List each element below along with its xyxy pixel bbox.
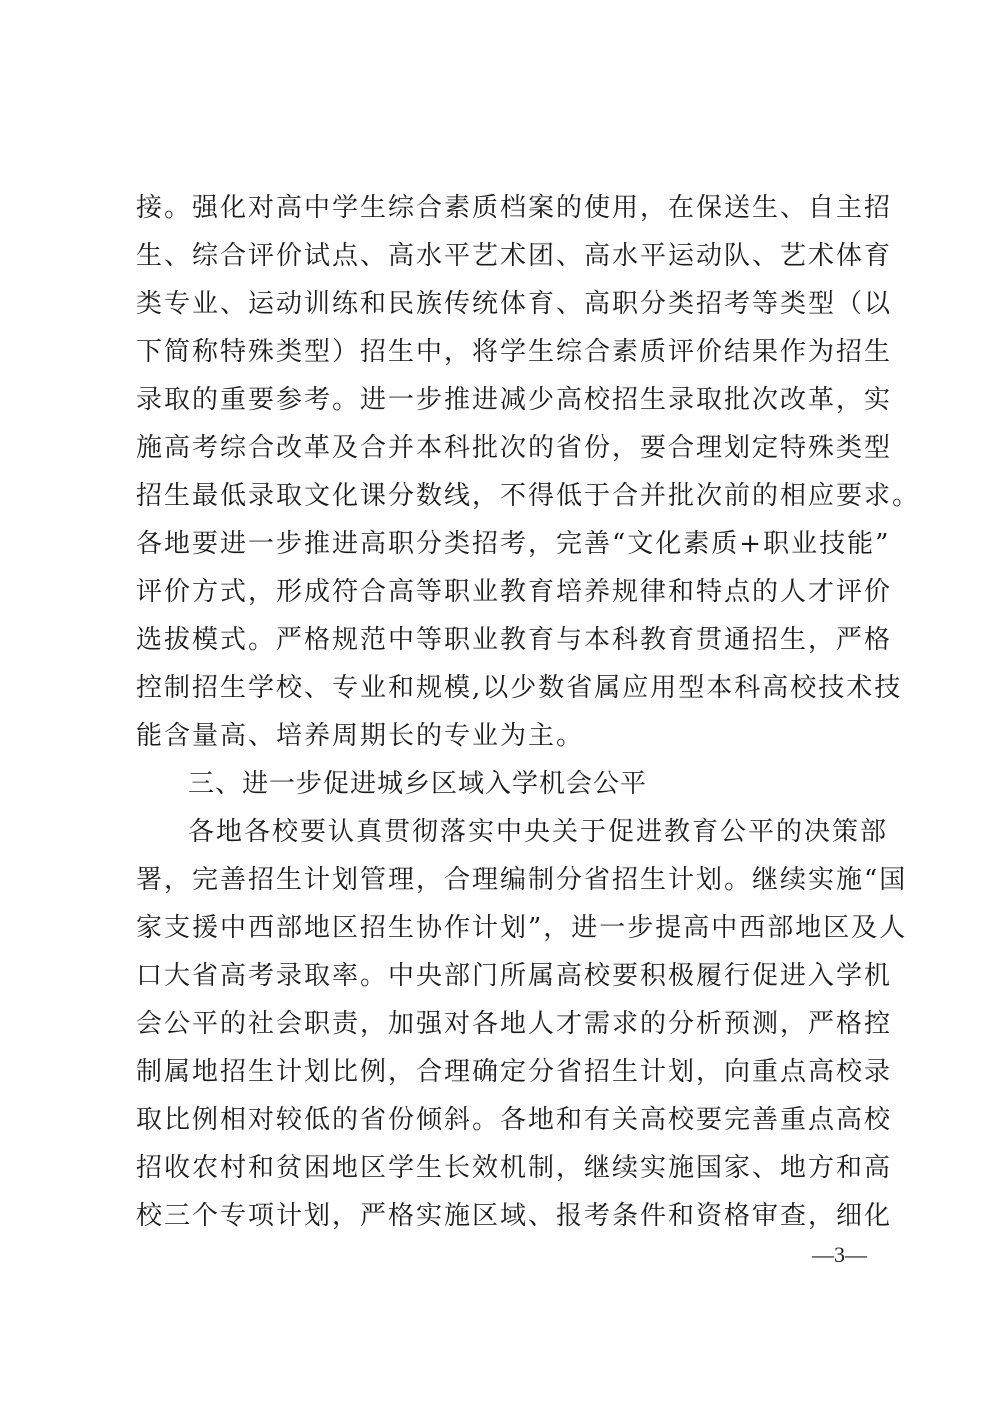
page-number: —3—	[812, 1242, 867, 1267]
text-line: 招生最低录取文化课分数线，不得低于合并批次前的相应要求。	[136, 481, 921, 511]
section-heading: 三、进一步促进城乡区域入学机会公平	[188, 769, 648, 799]
text-line: 能含量高、培养周期长的专业为主。	[136, 721, 585, 751]
text-line: 类专业、运动训练和民族传统体育、高职分类招考等类型（以	[136, 289, 893, 319]
text-line: 选拔模式。严格规范中等职业教育与本科教育贯通招生，严格	[136, 625, 893, 655]
text-line: 家支援中西部地区招生协作计划”，进一步提高中西部地区及人	[136, 913, 908, 943]
text-line: 评价方式，形成符合高等职业教育培养规律和特点的人才评价	[136, 577, 893, 607]
text-line: 录取的重要参考。进一步推进减少高校招生录取批次改革，实	[136, 385, 893, 415]
text-line: 生、综合评价试点、高水平艺术团、高水平运动队、艺术体育	[136, 241, 893, 271]
text-line: 校三个专项计划，严格实施区域、报考条件和资格审查，细化	[136, 1201, 893, 1231]
text-line: 会公平的社会职责，加强对各地人才需求的分析预测，严格控	[136, 1009, 893, 1039]
text-line: 下简称特殊类型）招生中，将学生综合素质评价结果作为招生	[136, 337, 893, 367]
text-line: 制属地招生计划比例，合理确定分省招生计划，向重点高校录	[136, 1057, 893, 1087]
paragraph-admissions-reform	[136, 184, 921, 760]
text-line: 口大省高考录取率。中央部门所属高校要积极履行促进入学机	[136, 961, 893, 991]
paragraph-regional-fairness	[136, 808, 908, 1240]
text-line: 接。强化对高中学生综合素质档案的使用，在保送生、自主招	[136, 193, 893, 223]
body-text	[136, 184, 921, 1240]
text-line: 控制招生学校、专业和规模,以少数省属应用型本科高校技术技	[136, 673, 903, 703]
text-line: 署，完善招生计划管理，合理编制分省招生计划。继续实施“国	[136, 865, 908, 895]
text-line: 招收农村和贫困地区学生长效机制，继续实施国家、地方和高	[136, 1153, 893, 1183]
text-line: 取比例相对较低的省份倾斜。各地和有关高校要完善重点高校	[136, 1105, 893, 1135]
text-line: 各地要进一步推进高职分类招考，完善“文化素质+职业技能”	[136, 529, 891, 559]
text-line: 施高考综合改革及合并本科批次的省份，要合理划定特殊类型	[136, 433, 893, 463]
text-line: 各地各校要认真贯彻落实中央关于促进教育公平的决策部	[188, 817, 889, 847]
